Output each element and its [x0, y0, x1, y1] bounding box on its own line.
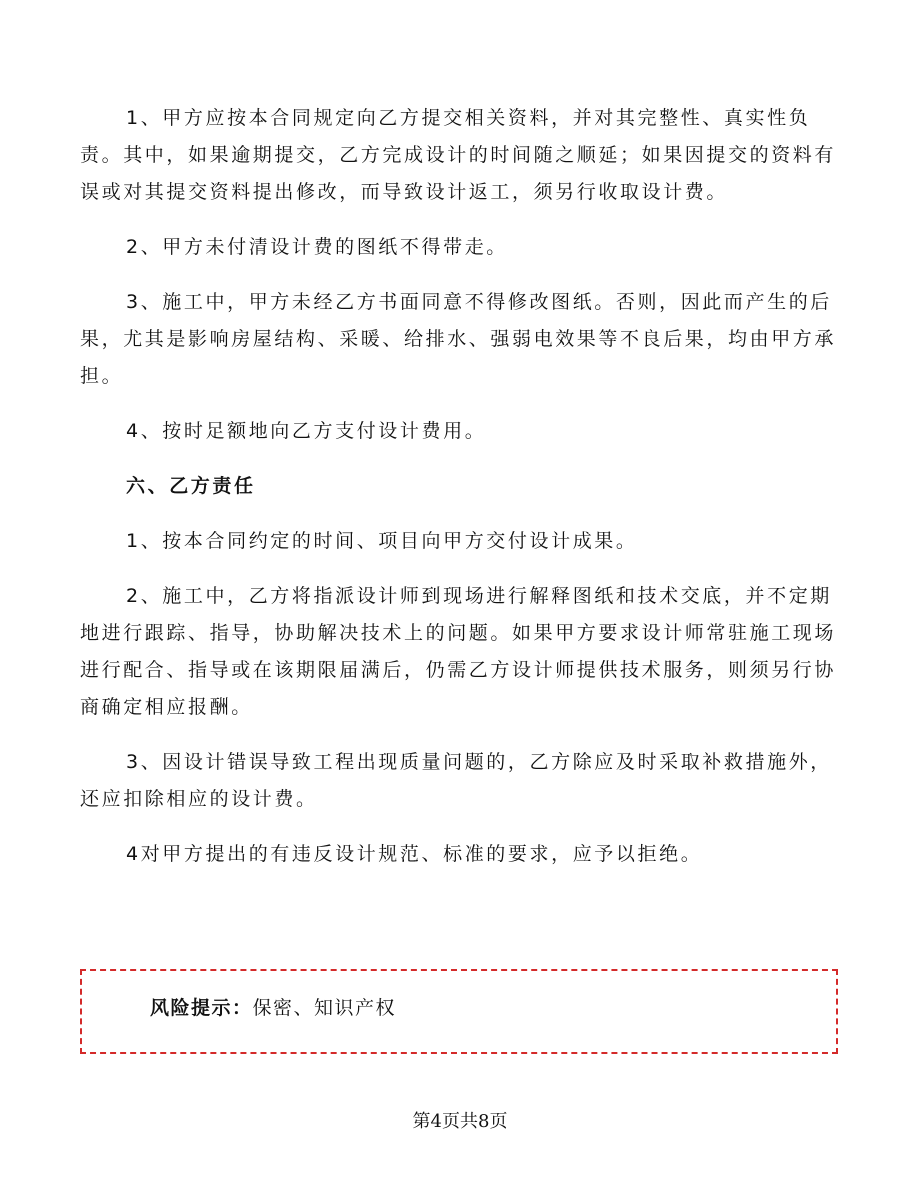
risk-notice-text: 保密、知识产权 [252, 997, 397, 1019]
paragraph-party-b-4: 4对甲方提出的有违反设计规范、标准的要求，应予以拒绝。 [126, 843, 703, 865]
paragraph-party-b-3: 3、因设计错误导致工程出现质量问题的，乙方除应及时采取补救措施外，还应扣除相应的设计费。 [80, 751, 832, 810]
paragraph-party-a-4: 4、按时足额地向乙方支付设计费用。 [126, 420, 487, 442]
paragraph-party-b-2: 2、施工中，乙方将指派设计师到现场进行解释图纸和技术交底，并不定期地进行跟踪、指导，协助解决技术上的问题。如果甲方要求设计师常驻施工现场进行配合、指导或在该期限届满后，仍需乙方设计师提供技术服务，则须另行协商确定相应报酬。 [80, 585, 837, 718]
risk-notice-label: 风险提示： [150, 997, 253, 1019]
risk-notice [150, 993, 396, 1023]
paragraph-party-a-2: 2、甲方未付清设计费的图纸不得带走。 [126, 236, 508, 258]
paragraph-party-a-1: 1、甲方应按本合同规定向乙方提交相关资料，并对其完整性、真实性负责。其中，如果逾期提交，乙方完成设计的时间随之顺延；如果因提交的资料有误或对其提交资料提出修改，而导致设计返工，须另行收取设计费。 [80, 107, 837, 203]
document-body [80, 100, 840, 891]
page-indicator: 第4页共8页 [412, 1111, 508, 1132]
paragraph-party-b-1: 1、按本合同约定的时间、项目向甲方交付设计成果。 [126, 530, 638, 552]
paragraph-party-a-3: 3、施工中，甲方未经乙方书面同意不得修改图纸。否则，因此而产生的后果，尤其是影响房屋结构、采暖、给排水、强弱电效果等不良后果，均由甲方承担。 [80, 291, 837, 387]
section-heading: 六、乙方责任 [126, 475, 256, 497]
risk-notice-box [80, 969, 838, 1054]
page-footer [0, 1110, 920, 1134]
